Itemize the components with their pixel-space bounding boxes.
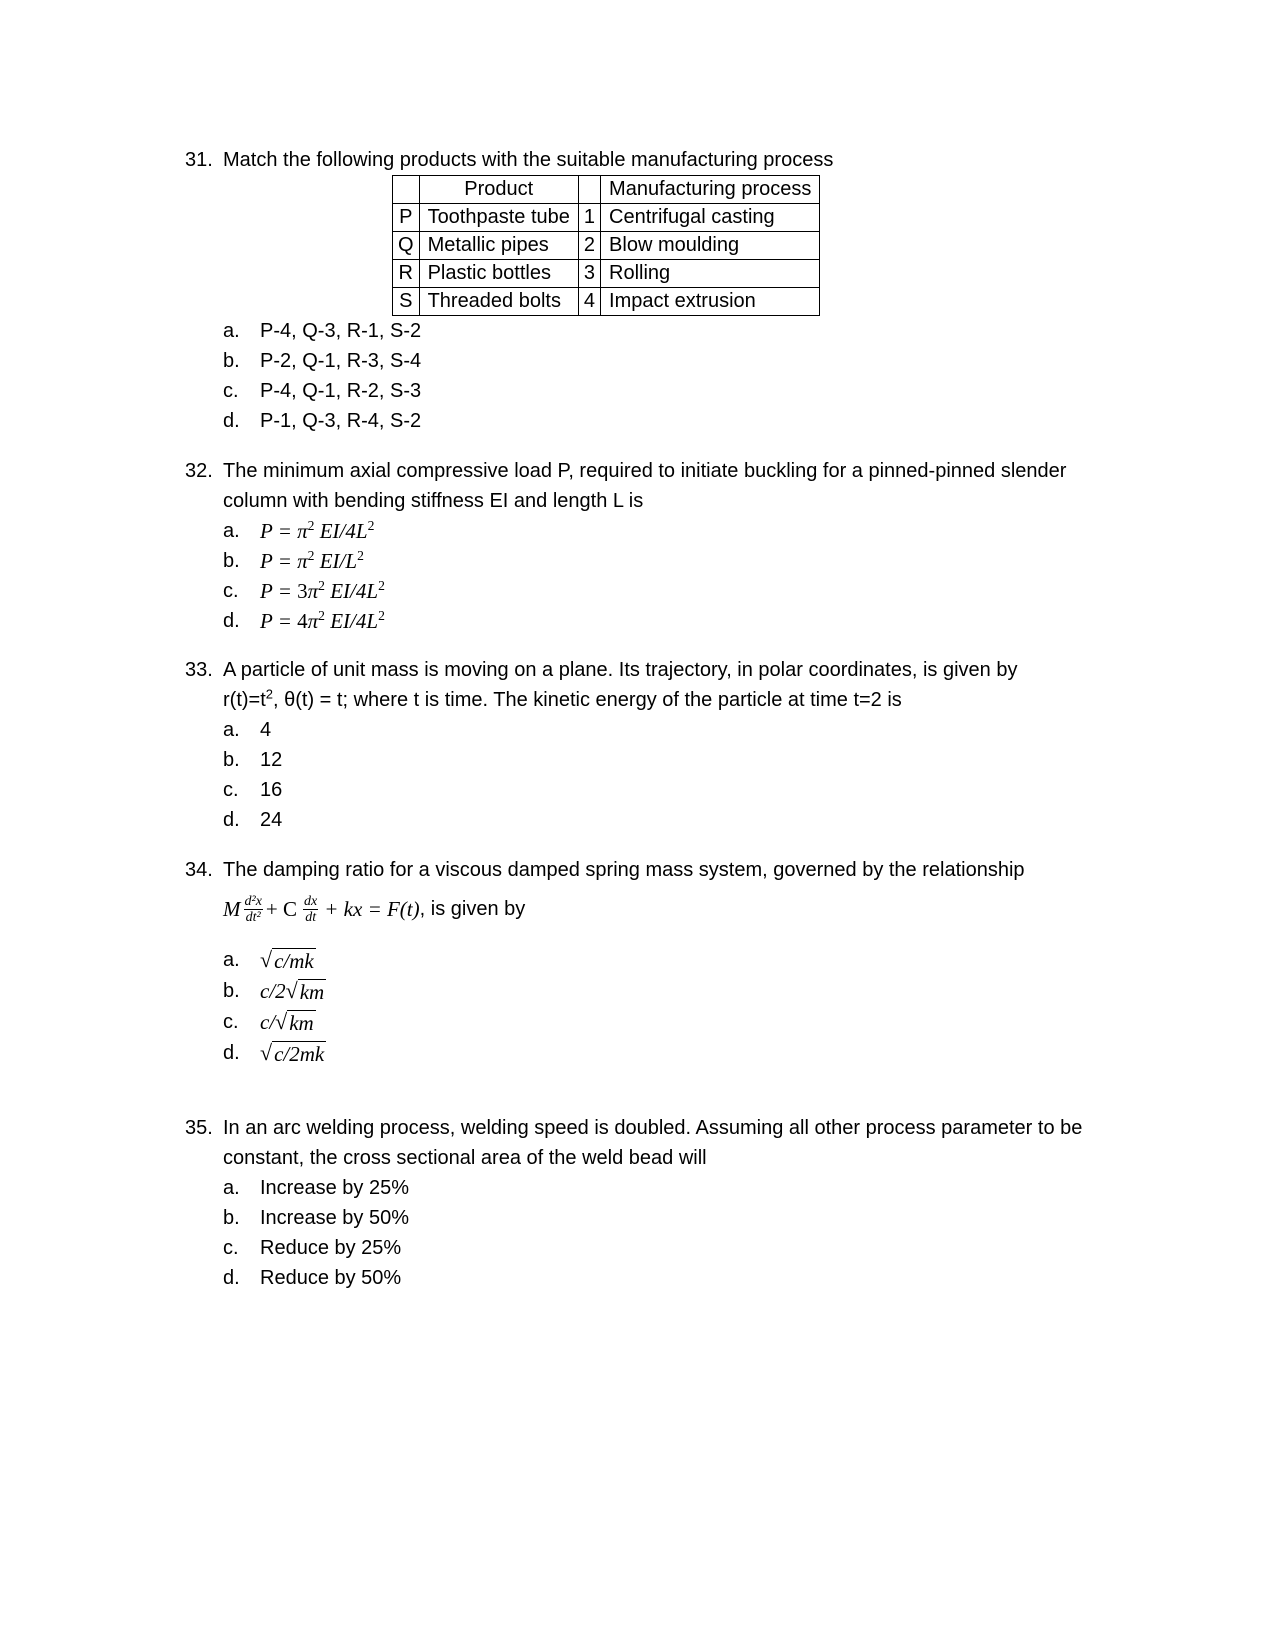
table-cell: Rolling (601, 260, 820, 288)
option-formula: √ c/mk (260, 947, 314, 973)
table-cell: P (393, 204, 420, 232)
option-label: d. (223, 809, 240, 831)
question-33 (185, 655, 1120, 835)
matching-table (392, 175, 820, 316)
table-cell: Plastic bottles (419, 260, 578, 288)
option-d (223, 1038, 1120, 1069)
option-label: d. (223, 1267, 240, 1289)
table-row (393, 288, 820, 316)
option-label: a. (223, 520, 240, 542)
options-list (223, 945, 1120, 1069)
question-number: 32. (185, 460, 213, 482)
options-list (223, 516, 1120, 636)
table-cell: S (393, 288, 420, 316)
table-cell: Q (393, 232, 420, 260)
option-formula: $P = 4\pi^2$ $EI/4L^2$ (260, 608, 385, 633)
option-c (223, 1007, 1120, 1038)
option-label: c. (223, 1237, 239, 1259)
table-cell: Threaded bolts (419, 288, 578, 316)
table-cell: Metallic pipes (419, 232, 578, 260)
option-d (223, 406, 1120, 436)
table-cell: R (393, 260, 420, 288)
table-row (393, 260, 820, 288)
fraction: $\frac{dx}{dt}$ (304, 893, 318, 925)
option-label: a. (223, 1177, 240, 1199)
option-formula: $P = 3\pi^2$ $EI/4L^2$ (260, 578, 385, 603)
table-cell: 3 (578, 260, 600, 288)
option-text: 24 (260, 809, 283, 831)
option-b (223, 976, 1120, 1007)
option-text: Increase by 50% (260, 1207, 409, 1229)
option-label: c. (223, 380, 239, 402)
option-c (223, 376, 1120, 406)
option-formula: √ c/2mk (260, 1040, 325, 1066)
question-number: 33. (185, 659, 213, 681)
table-header-cell: Manufacturing process (601, 176, 820, 204)
option-b (223, 745, 1120, 775)
option-d (223, 606, 1120, 636)
question-35 (185, 1113, 1120, 1293)
option-label: c. (223, 1011, 239, 1033)
option-text: P-4, Q-3, R-1, S-2 (260, 320, 422, 342)
governing-equation: M $\frac{\text{d²x}}{\text{dt²}}$ + C $\frac{dx}{dt}$ + kx = F(t) , is given by (223, 893, 526, 925)
options-list (223, 715, 1120, 835)
table-row (393, 232, 820, 260)
option-formula: $P = \pi^2$ $EI/4L^2$ (260, 518, 375, 543)
question-text: In an arc welding process, welding speed is doubled. Assuming all other process parameter to be constant, the cross sectional area of the weld bead will (223, 1117, 1083, 1169)
option-formula: c/2 √ km (260, 978, 325, 1004)
question-number: 35. (185, 1117, 213, 1139)
option-d (223, 805, 1120, 835)
option-label: b. (223, 350, 240, 372)
table-header-cell (578, 176, 600, 204)
option-c (223, 775, 1120, 805)
option-label: a. (223, 320, 240, 342)
option-label: d. (223, 1042, 240, 1064)
fraction: $\frac{\text{d²x}}{\text{dt²}}$ (244, 893, 262, 925)
option-text: 4 (260, 719, 272, 741)
question-31 (185, 145, 1120, 436)
option-formula: c/ √ km (260, 1009, 314, 1035)
options-list (223, 316, 1120, 436)
option-b (223, 1203, 1120, 1233)
table-row (393, 204, 820, 232)
option-label: b. (223, 749, 240, 771)
table-cell: Toothpaste tube (419, 204, 578, 232)
question-number: 31. (185, 149, 213, 171)
option-c (223, 576, 1120, 606)
option-text: Reduce by 25% (260, 1237, 402, 1259)
options-list (223, 1173, 1120, 1293)
option-label: b. (223, 550, 240, 572)
option-a (223, 316, 1120, 346)
option-b (223, 546, 1120, 576)
option-text: Increase by 25% (260, 1177, 409, 1199)
question-32 (185, 456, 1120, 636)
option-b (223, 346, 1120, 376)
question-text: A particle of unit mass is moving on a plane. Its trajectory, in polar coordinates, is given by $r(t)=t^2$, θ(t) = t; where t is time. The kinetic energy of the particle at time t=2 is (223, 659, 1018, 711)
table-cell: 2 (578, 232, 600, 260)
table-cell: 1 (578, 204, 600, 232)
option-text: 12 (260, 749, 283, 771)
question-34 (185, 855, 1120, 1069)
option-c (223, 1233, 1120, 1263)
option-label: b. (223, 980, 240, 1002)
option-label: a. (223, 949, 240, 971)
option-text: 16 (260, 779, 283, 801)
option-text: P-2, Q-1, R-3, S-4 (260, 350, 422, 372)
table-cell: Blow moulding (601, 232, 820, 260)
table-cell: Centrifugal casting (601, 204, 820, 232)
option-text: P-4, Q-1, R-2, S-3 (260, 380, 422, 402)
option-text: P-1, Q-3, R-4, S-2 (260, 410, 422, 432)
option-a (223, 1173, 1120, 1203)
option-a (223, 715, 1120, 745)
question-number: 34. (185, 859, 213, 881)
table-cell: 4 (578, 288, 600, 316)
option-d (223, 1263, 1120, 1293)
question-text: The damping ratio for a viscous damped spring mass system, governed by the relationship (223, 859, 1025, 881)
option-label: d. (223, 410, 240, 432)
table-header-cell: Product (419, 176, 578, 204)
option-formula: $P = \pi^2$ $EI/L^2$ (260, 548, 364, 573)
option-label: a. (223, 719, 240, 741)
question-text: Match the following products with the suitable manufacturing process (223, 149, 834, 171)
option-label: b. (223, 1207, 240, 1229)
option-a (223, 945, 1120, 976)
table-header-cell (393, 176, 420, 204)
option-label: d. (223, 610, 240, 632)
question-text: The minimum axial compressive load P, required to initiate buckling for a pinned-pinned slender column with bending stiffness EI and length L is (223, 460, 1067, 512)
option-label: c. (223, 580, 239, 602)
table-cell: Impact extrusion (601, 288, 820, 316)
option-label: c. (223, 779, 239, 801)
option-text: Reduce by 50% (260, 1267, 402, 1289)
option-a (223, 516, 1120, 546)
table-header-row (393, 176, 820, 204)
